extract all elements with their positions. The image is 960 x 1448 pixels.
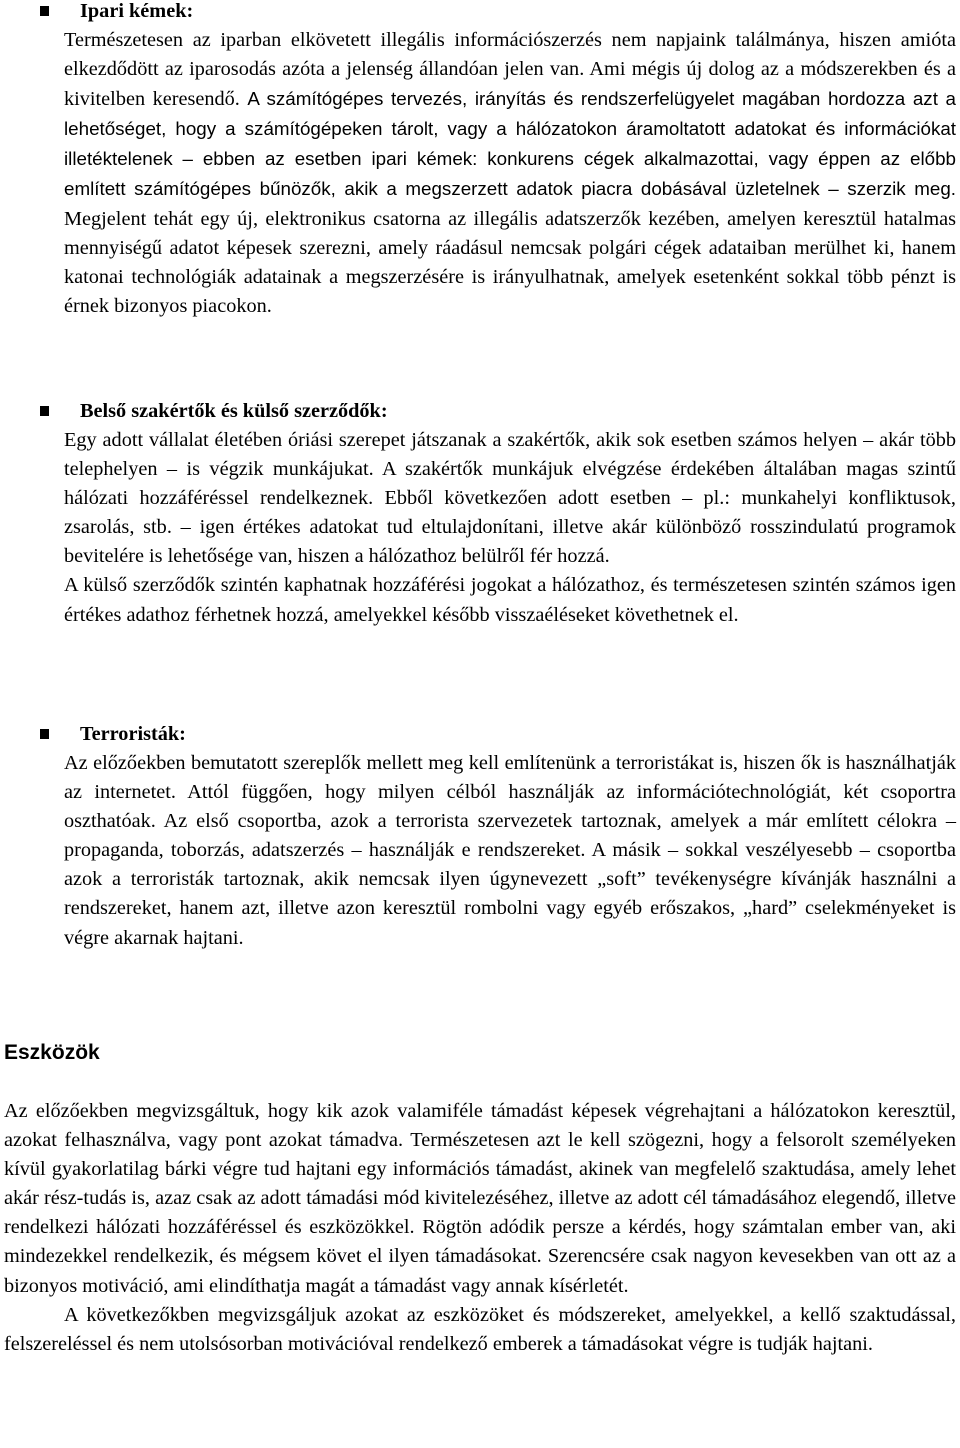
sentence: Megjelent tehát egy új, elektronikus csatorna az illegális adatszerzők kezében, amelyen keresztül hatalmas mennyiségű adatot képesek szerezni, amely ráadásul nemcsak polgári cégek adataiban merülhet ki, hanem katonai technológiák adatainak a megszerzésére is irányulhatnak, amelyek esetenként sokkal több pénzt is érnek bizonyos piacokon. (64, 207, 956, 317)
paragraph (64, 26, 956, 321)
square-bullet-icon (40, 406, 49, 416)
paragraph: Az előzőekben megvizsgáltuk, hogy kik azok valamiféle támadást képesek végrehajtani a hálózatokon keresztül, azokat felhasználva, vagy pont azokat támadva. Természetesen azt le kell szögezni, hogy a felsorolt személyeken kívül gyakorlatilag bárki végre tud hajtani egy információs támadást, akinek van megfelelő szaktudása, amely lehet akár rész-tudás is, azaz csak az adott támadási mód kivitelezéséhez, illetve az adott cél támadásához elegendő, illetve rendelkezi hálózati hozzáféréssel és eszközökkel. Rögtön adódik persze a kérdés, hogy számtalan ember van, aki mindezekkel rendelkezik, és mégsem követ el ilyen támadásokat. Szerencsére csak nagyon kevesekben van ott az a bizonyos motiváció, ami elindíthatja magát a támadást vagy annak kísérletét. (4, 1100, 956, 1297)
item-body (64, 26, 956, 321)
paragraph: A külső szerződők szintén kaphatnak hozzáférési jogokat a hálózathoz, és természetesen szintén számos igen értékes adathoz férhetnek hozzá, amelyekkel később visszaéléseket követhetnek el. (64, 574, 956, 626)
item-body (64, 749, 956, 953)
item-title: Belső szakértők és külső szerződők: (80, 400, 388, 422)
item-body (64, 426, 956, 630)
section-body (4, 1097, 956, 1359)
item-title: Terroristák: (80, 723, 186, 745)
sentence: Természetesen az iparban elkövetett illegális információszerzés nem napjaink találmánya, hiszen amióta elkezdődött az iparosodás azóta a jelenség állandóan jelen van. Ami mégis új dolog az a módszerekben és a kivitelben keresendő. (64, 29, 956, 111)
square-bullet-icon (40, 729, 49, 739)
paragraph: Egy adott vállalat életében óriási szerepet játszanak a szakértők, akik sok esetben számos helyen – akár több telephelyen – is végzik munkájukat. A szakértők munkájuk elvégzése érdekében általában magas szintű hálózati hozzáféréssel rendelkeznek. Ebből következően adott esetben – pl.: munkahelyi konfliktusok, zsarolás, stb. – igen értékes adatokat tud eltulajdonítani, illetve akár különböző rosszindulatú programok bevitelére is lehetősége van, hiszen a hálózathoz belülről fér hozzá. (64, 429, 956, 568)
sentence: A számítógépes tervezés, irányítás és rendszerfelügyelet magában hordozza azt a lehetőséget, hogy a számítógépeken tárolt, vagy a hálózatokon áramoltatott adatokat és információkat illetéktelenek – ebben az esetben ipari kémek: konkurens cégek alkalmazottai, vagy éppen az előbb említett számítógépes bűnözők, akik a megszerzett adatok piacra dobásával üzletelnek – szerzik meg. (64, 88, 956, 200)
section-heading: Eszközök (4, 1041, 100, 1064)
paragraph: A következőkben megvizsgáljuk azokat az eszközöket és módszereket, amelyekkel, a kellő szaktudással, felszereléssel és nem utolsósorban motivációval rendelkező emberek a támadásokat végre is tudják hajtani. (4, 1303, 956, 1355)
square-bullet-icon (40, 6, 49, 16)
paragraph: Az előzőekben bemutatott szereplők mellett meg kell említenünk a terroristákat is, hiszen ők is használhatják az internetet. Attól függően, hogy milyen célból használják az információtechnológiát, két csoportra oszthatóak. Az első csoportba, azok a terrorista szervezetek tartoznak, amelyek a már említett célokra – propaganda, toborzás, adatszerzés – használják e rendszereket. A másik – sokkal veszélyesebb – csoportba azok a terroristák tartoznak, akik nemcsak ilyen úgynevezett „soft” tevékenységre kívánják használni a rendszereket, hanem azt, illetve azon keresztül rombolni vagy egyéb erőszakos, „hard” cselekményeket is végre akarnak hajtani. (64, 752, 956, 949)
item-title: Ipari kémek: (80, 0, 194, 22)
